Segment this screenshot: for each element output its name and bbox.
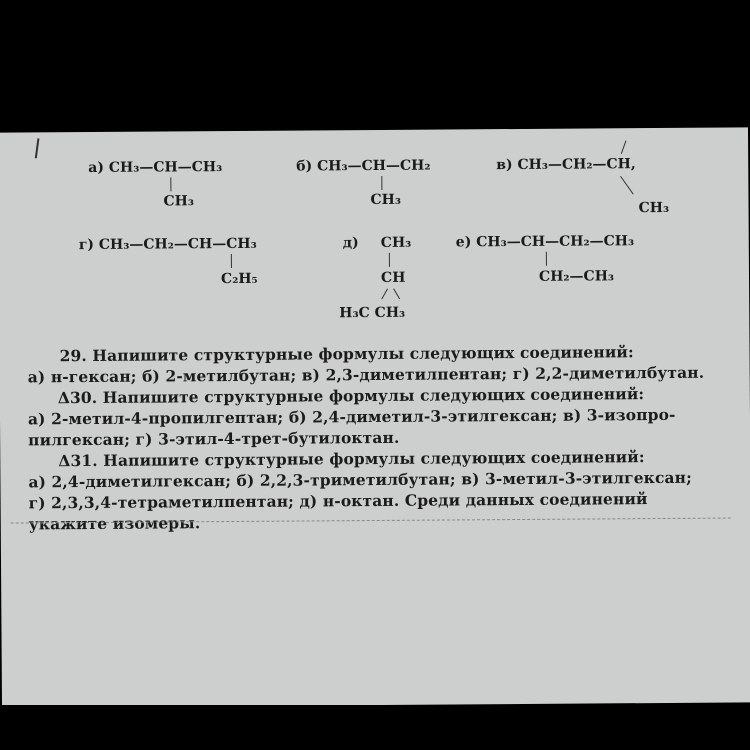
task-31-number: Δ31. bbox=[58, 450, 98, 471]
top-dark-area bbox=[0, 0, 750, 140]
formula-a-label: а) bbox=[88, 159, 105, 176]
task-31-line-2: а) 2,4-диметилгексан; б) 2,2,3-триметилбутан; в) 3-метил-3-этилгексан; bbox=[28, 467, 692, 492]
formula-d-bond-left bbox=[381, 288, 388, 299]
task-30-number: Δ30. bbox=[57, 387, 98, 408]
formula-e-label: е) bbox=[455, 234, 472, 251]
formula-e-bond bbox=[546, 252, 547, 266]
formula-v-branch: CH₃ bbox=[638, 199, 670, 217]
formula-b-chain: CH₃—CH—CH₂ bbox=[317, 157, 431, 175]
formula-d-label: д) bbox=[342, 235, 359, 252]
formula-g-main bbox=[79, 236, 257, 253]
formula-v-label: в) bbox=[496, 157, 513, 174]
formula-d-bond-right bbox=[393, 288, 400, 299]
formula-v-bond-down bbox=[620, 176, 634, 195]
task-30-line-1: Напишите структурные формулы следующих соединений: bbox=[102, 384, 645, 407]
formula-d-bond bbox=[389, 253, 390, 267]
formula-a-branch: CH₃ bbox=[163, 193, 195, 210]
task-list bbox=[27, 340, 738, 534]
formula-d-bottom: H₃C CH₃ bbox=[339, 304, 406, 322]
formula-v-chain: CH₃—CH₂—CH, bbox=[517, 156, 636, 173]
bottom-dark-area bbox=[0, 705, 750, 750]
formula-v-bond-up bbox=[621, 140, 627, 154]
formula-b-bond bbox=[381, 176, 382, 190]
task-29-number: 29. bbox=[59, 346, 87, 366]
task-30-line-3: пилгексан; г) 3-этил-4-трет-бутилоктан. bbox=[28, 427, 400, 450]
formula-g-branch: C₂H₅ bbox=[220, 270, 258, 288]
formula-a-bond bbox=[170, 177, 171, 191]
formula-v-main bbox=[496, 156, 636, 173]
textbook-page bbox=[0, 127, 750, 707]
formula-e-chain: CH₃—CH—CH₂—CH₃ bbox=[476, 233, 635, 251]
structural-formulas bbox=[0, 127, 749, 342]
formula-b-main bbox=[296, 158, 430, 175]
task-31-line-4: укажите изомеры. bbox=[28, 513, 201, 534]
formula-d-top: CH₃ bbox=[380, 234, 412, 251]
task-31-line-3: г) 2,3,3,4-тетраметилпентан; д) н-октан. Среди данных соединений bbox=[28, 489, 648, 513]
formula-g-bond bbox=[231, 254, 232, 268]
formula-g-chain: CH₃—CH₂—CH—CH₃ bbox=[98, 235, 257, 253]
task-30-line-2: а) 2-метил-4-пропилгептан; б) 2,4-диметил-3-этилгексан; в) 3-изопро- bbox=[27, 404, 676, 429]
formula-a-main bbox=[88, 159, 222, 176]
formula-d-mid: CH bbox=[380, 269, 406, 286]
task-29-line-1: Напишите структурные формулы следующих соединений: bbox=[92, 342, 634, 365]
task-29-line-2: а) н-гексан; б) 2-метилбутан; в) 2,3-диметилпентан; г) 2,2-диметилбутан. bbox=[27, 362, 705, 387]
formula-b-branch: CH₃ bbox=[370, 191, 402, 209]
formula-g-label: г) bbox=[78, 236, 95, 254]
formula-e-main bbox=[456, 233, 634, 250]
formula-b-label: б) bbox=[296, 158, 313, 175]
task-31-line-1: Напишите структурные формулы следующих соединений: bbox=[103, 447, 645, 470]
formula-a-chain: CH₃—CH—CH₃ bbox=[108, 159, 223, 176]
formula-e-branch: CH₂—CH₃ bbox=[538, 268, 615, 285]
